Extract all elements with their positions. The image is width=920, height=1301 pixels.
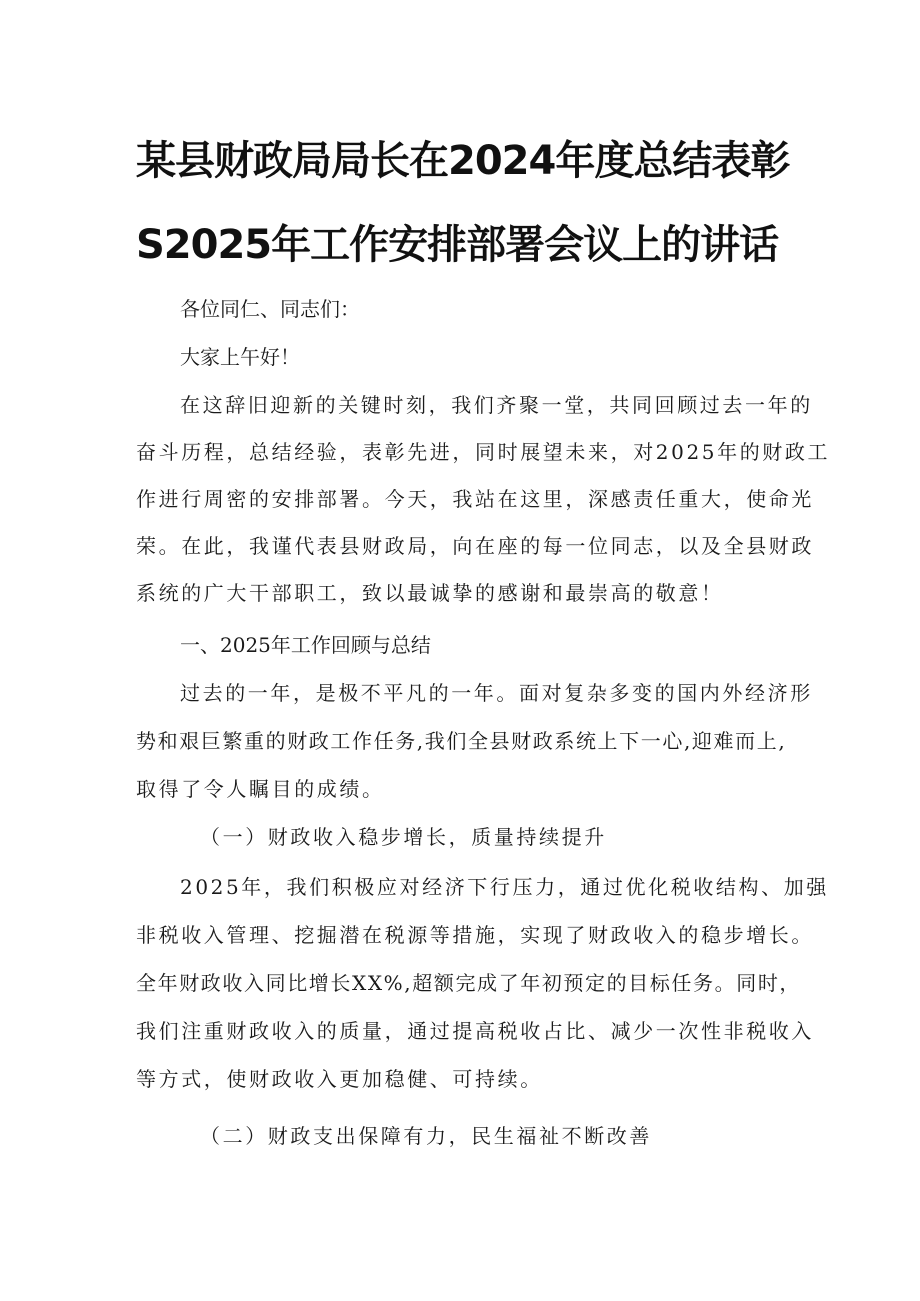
paragraph-line: 等方式，使财政收入更加稳健、可持续。 — [136, 1067, 543, 1091]
paragraph-line: 奋斗历程，总结经验，表彰先进，同时展望未来，对2025年的财政工 — [136, 440, 831, 464]
paragraph-line: 取得了令人瞩目的成绩。 — [136, 777, 385, 801]
paragraph-line: 势和艰巨繁重的财政工作任务,我们全县财政系统上下一心,迎难而上, — [136, 729, 787, 753]
paragraph-line: 系统的广大干部职工，致以最诚挚的感谢和最崇高的敬意！ — [136, 581, 724, 605]
subsection-heading: （一）财政收入稳步增长，质量持续提升 — [200, 825, 607, 849]
document-title-line-1: 某县财政局局长在2024年度总结表彰 — [136, 138, 790, 184]
subsection-heading: （二）财政支出保障有力，民生福祉不断改善 — [200, 1124, 652, 1148]
paragraph-line: 过去的一年，是极不平凡的一年。面对复杂多变的国内外经济形 — [180, 681, 813, 705]
paragraph-line: 作进行周密的安排部署。今天，我站在这里，深感责任重大，使命光 — [136, 487, 814, 511]
paragraph-line: 全年财政收入同比增长XX%,超额完成了年初预定的目标任务。同时， — [136, 971, 802, 995]
paragraph-line: 我们注重财政收入的质量，通过提高税收占比、减少一次性非税收入 — [136, 1019, 814, 1043]
paragraph-line: 非税收入管理、挖掘潜在税源等措施，实现了财政收入的稳步增长。 — [136, 923, 814, 947]
section-heading: 一、2025年工作回顾与总结 — [180, 633, 431, 657]
paragraph-line: 荣。在此，我谨代表县财政局，向在座的每一位同志，以及全县财政 — [136, 534, 814, 558]
paragraph-line: 在这辞旧迎新的关键时刻，我们齐聚一堂，共同回顾过去一年的 — [180, 393, 813, 417]
paragraph-line: 2025年，我们积极应对经济下行压力，通过优化税收结构、加强 — [180, 875, 829, 899]
document-title-line-2: S2025年工作安排部署会议上的讲话 — [136, 222, 779, 268]
greeting: 大家上午好！ — [180, 345, 300, 369]
salutation: 各位同仁、同志们： — [180, 297, 360, 321]
